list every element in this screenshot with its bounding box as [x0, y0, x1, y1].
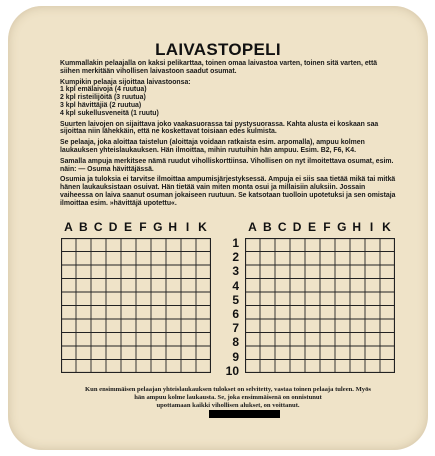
firing-paragraph: Se pelaaja, joka aloittaa taistelun (aloittaja voidaan ratkaista esim. arpomalla), ampuu kolmen laukauksen yhteislaukauksen. Hän ilmoittaa, mihin ruutuihin hän ampuu. Esim. B2, F6, K4.	[60, 139, 365, 154]
ship-item: 4 kpl sukellusveneitä (1 ruutu)	[60, 109, 159, 117]
column-letter: A	[64, 220, 73, 234]
column-letter: F	[323, 220, 331, 234]
column-letter: I	[369, 220, 374, 234]
enemy-fleet-grid-lines	[245, 238, 395, 373]
column-letter: H	[352, 220, 362, 234]
column-letter: A	[248, 220, 257, 234]
column-letter: H	[168, 220, 178, 234]
row-number: 5	[232, 292, 239, 307]
hits-paragraph: Osumia ja tuloksia ei tarvitse ilmoittaa ampumisjärjestyksessä. Ampuja ei siis saa tietää mikä tai mitkä hänen laukauksistaan osuivat. Hän tietää vain miten monta osui ja millaisiin aluksiin. Jossain vaiheessa on laiva saanut osuman jokaiseen ruutuun. Se katsotaan tuolloin upotetuksi ja sen omistaja ilmoittaa esim. »hävittäjä upotettu«.	[60, 176, 396, 207]
ship-item: 2 kpl risteilijöitä (3 ruutua)	[60, 94, 146, 102]
intro-paragraph: Kummallakin pelaajalla on kaksi pelikarttaa, toinen omaa laivastoa varten, toinen sitä varten, että siihen merkitään vihollisen laivastoon saadut osumat.	[60, 60, 378, 75]
column-letter: B	[263, 220, 272, 234]
row-number: 2	[232, 250, 239, 265]
own-fleet-grid-lines	[61, 238, 211, 373]
footer-text	[82, 386, 374, 410]
instructions	[60, 60, 396, 211]
column-letter: K	[382, 220, 391, 234]
column-letter: E	[308, 220, 317, 234]
row-number: 9	[232, 349, 239, 364]
column-letter: K	[198, 220, 207, 234]
game-title: LAIVASTOPELI	[155, 40, 281, 59]
row-number: 6	[232, 306, 239, 321]
row-number: 8	[232, 335, 239, 350]
footer-line: Kun ensimmäisen pelaajan yhteislaukauksen tulokset on selvitetty, vastaa toinen pelaaja tuleen. Myös hän ampuu kolme laukausta. Se, joka ensimmäisenä on onnistunut	[85, 386, 371, 401]
column-letter: E	[124, 220, 133, 234]
ship-item: 1 kpl emälaivoja (4 ruutua)	[60, 86, 147, 94]
row-number: 3	[232, 264, 239, 279]
row-number: 1	[232, 236, 239, 250]
footer-line: upottamaan kaikki vihollisen alukset, on voittanut.	[156, 402, 300, 409]
column-letter: I	[185, 220, 190, 234]
row-number: 4	[232, 278, 239, 293]
column-letter: D	[292, 220, 302, 234]
ship-item: 3 kpl hävittäjiä (2 ruutua)	[60, 101, 142, 109]
column-letter: G	[337, 220, 347, 234]
column-letter: C	[93, 220, 103, 234]
column-letter: G	[153, 220, 163, 234]
ship-list	[60, 79, 396, 118]
column-letter: C	[277, 220, 287, 234]
column-letter: F	[139, 220, 147, 234]
right-column-letters	[245, 220, 394, 234]
row-numbers	[223, 236, 239, 378]
left-column-letters	[61, 220, 210, 234]
game-coaster	[8, 6, 428, 450]
redaction-bar	[209, 410, 280, 418]
placement-paragraph: Suurten laivojen on sijaittava joko vaakasuorassa tai pystysuorassa. Kahta alusta ei koskaan saa sijoittaa niin lähekkäin, että ne koskettavat toisiaan edes kulmista.	[60, 120, 379, 136]
ships-heading: Kumpikin pelaaja sijoittaa laivastoonsa:	[60, 78, 191, 86]
own-fleet-grid[interactable]	[61, 238, 211, 373]
marking-paragraph: Samalla ampuja merkitsee nämä ruudut viholliskorttiinsa. Vihollisen on nyt ilmoitettava osumat, esim. näin: — Osuma hävittäjässä.	[60, 157, 394, 173]
column-letter: D	[108, 220, 118, 234]
enemy-fleet-grid[interactable]	[245, 238, 395, 373]
row-number: 10	[225, 363, 239, 378]
column-letter: B	[79, 220, 88, 234]
row-number: 7	[232, 321, 239, 336]
